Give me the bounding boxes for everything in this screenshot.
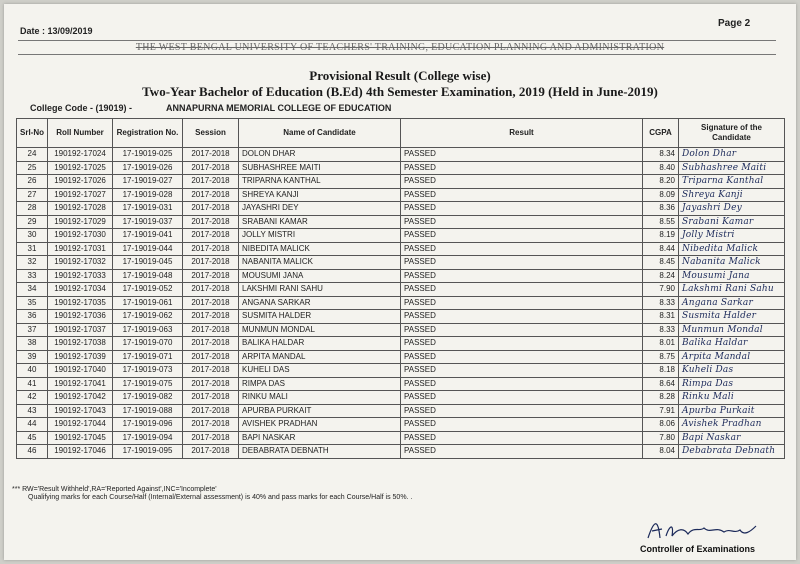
cell-signature: Arpita Mandal — [679, 350, 785, 364]
cell-cgpa: 8.44 — [643, 242, 679, 256]
cell-srl: 38 — [17, 337, 48, 351]
col-header-result: Result — [401, 119, 643, 148]
cell-signature: Bapi Naskar — [679, 431, 785, 445]
table-row — [17, 188, 785, 202]
cell-session: 2017-2018 — [183, 323, 239, 337]
cell-name: JAYASHRI DEY — [239, 202, 401, 216]
table-row — [17, 269, 785, 283]
table-row — [17, 202, 785, 216]
cell-srl: 37 — [17, 323, 48, 337]
cell-result: PASSED — [401, 350, 643, 364]
cell-signature: Balika Haldar — [679, 337, 785, 351]
cell-srl: 30 — [17, 229, 48, 243]
table-row — [17, 283, 785, 297]
cell-result: PASSED — [401, 418, 643, 432]
cell-signature: Mousumi Jana — [679, 269, 785, 283]
cell-result: PASSED — [401, 256, 643, 270]
cell-srl: 39 — [17, 350, 48, 364]
cell-srl: 28 — [17, 202, 48, 216]
college-name: ANNAPURNA MEMORIAL COLLEGE OF EDUCATION — [166, 103, 392, 113]
table-row — [17, 175, 785, 189]
cell-roll: 190192-17037 — [48, 323, 113, 337]
cell-cgpa: 7.80 — [643, 431, 679, 445]
table-row — [17, 418, 785, 432]
cell-session: 2017-2018 — [183, 148, 239, 162]
table-row — [17, 431, 785, 445]
col-header-signature: Signature of the Candidate — [679, 119, 785, 148]
cell-cgpa: 8.33 — [643, 296, 679, 310]
cell-srl: 27 — [17, 188, 48, 202]
cell-registration: 17-19019-095 — [113, 445, 183, 459]
cell-signature: Avishek Pradhan — [679, 418, 785, 432]
cell-name: RIMPA DAS — [239, 377, 401, 391]
controller-title: Controller of Examinations — [640, 544, 756, 554]
cell-srl: 46 — [17, 445, 48, 459]
cell-srl: 32 — [17, 256, 48, 270]
cell-session: 2017-2018 — [183, 188, 239, 202]
cell-signature: Kuheli Das — [679, 364, 785, 378]
cell-roll: 190192-17028 — [48, 202, 113, 216]
cell-registration: 17-19019-062 — [113, 310, 183, 324]
cell-srl: 33 — [17, 269, 48, 283]
table-row — [17, 445, 785, 459]
cell-name: KUHELI DAS — [239, 364, 401, 378]
cell-cgpa: 7.90 — [643, 283, 679, 297]
cell-roll: 190192-17029 — [48, 215, 113, 229]
cell-registration: 17-19019-052 — [113, 283, 183, 297]
cell-result: PASSED — [401, 377, 643, 391]
cell-name: LAKSHMI RANI SAHU — [239, 283, 401, 297]
table-row — [17, 296, 785, 310]
table-row — [17, 148, 785, 162]
cell-roll: 190192-17043 — [48, 404, 113, 418]
table-row — [17, 323, 785, 337]
cell-session: 2017-2018 — [183, 445, 239, 459]
cell-name: BALIKA HALDAR — [239, 337, 401, 351]
col-header-srl: Srl-No — [17, 119, 48, 148]
cell-name: NIBEDITA MALICK — [239, 242, 401, 256]
cell-name: SUBHASHREE MAITI — [239, 161, 401, 175]
cell-result: PASSED — [401, 296, 643, 310]
result-sheet — [4, 4, 796, 560]
cell-name: SHREYA KANJI — [239, 188, 401, 202]
cell-srl: 24 — [17, 148, 48, 162]
cell-cgpa: 8.40 — [643, 161, 679, 175]
cell-result: PASSED — [401, 148, 643, 162]
cell-registration: 17-19019-045 — [113, 256, 183, 270]
cell-name: BAPI NASKAR — [239, 431, 401, 445]
cell-srl: 35 — [17, 296, 48, 310]
cell-registration: 17-19019-094 — [113, 431, 183, 445]
table-row — [17, 391, 785, 405]
cell-result: PASSED — [401, 269, 643, 283]
cell-srl: 29 — [17, 215, 48, 229]
cell-registration: 17-19019-082 — [113, 391, 183, 405]
cell-name: SUSMITA HALDER — [239, 310, 401, 324]
document-title: Provisional Result (College wise) — [309, 68, 491, 83]
cell-srl: 34 — [17, 283, 48, 297]
cell-session: 2017-2018 — [183, 215, 239, 229]
cell-signature: Nibedita Malick — [679, 242, 785, 256]
cell-session: 2017-2018 — [183, 337, 239, 351]
cell-registration: 17-19019-027 — [113, 175, 183, 189]
cell-name: ARPITA MANDAL — [239, 350, 401, 364]
cell-srl: 42 — [17, 391, 48, 405]
cell-roll: 190192-17041 — [48, 377, 113, 391]
cell-roll: 190192-17045 — [48, 431, 113, 445]
cell-session: 2017-2018 — [183, 377, 239, 391]
legend-note: *** RW='Result Withheld',RA='Reported Against',INC='Incomplete' — [12, 486, 217, 493]
cell-roll: 190192-17034 — [48, 283, 113, 297]
cell-registration: 17-19019-088 — [113, 404, 183, 418]
cell-signature: Angana Sarkar — [679, 296, 785, 310]
cell-cgpa: 8.20 — [643, 175, 679, 189]
cell-roll: 190192-17025 — [48, 161, 113, 175]
cell-srl: 40 — [17, 364, 48, 378]
cell-registration: 17-19019-025 — [113, 148, 183, 162]
cell-session: 2017-2018 — [183, 202, 239, 216]
cell-signature: Triparna Kanthal — [679, 175, 785, 189]
qualifying-note: Qualifying marks for each Course/Half (Internal/External assessment) is 40% and pass marks for each Course/Half is 50%. . — [28, 494, 413, 501]
cell-result: PASSED — [401, 391, 643, 405]
cell-cgpa: 8.34 — [643, 148, 679, 162]
cell-signature: Debabrata Debnath — [679, 445, 785, 459]
cell-roll: 190192-17046 — [48, 445, 113, 459]
cell-name: DEBABRATA DEBNATH — [239, 445, 401, 459]
cell-result: PASSED — [401, 175, 643, 189]
cell-name: MUNMUN MONDAL — [239, 323, 401, 337]
cell-registration: 17-19019-041 — [113, 229, 183, 243]
cell-roll: 190192-17042 — [48, 391, 113, 405]
cell-registration: 17-19019-048 — [113, 269, 183, 283]
cell-session: 2017-2018 — [183, 350, 239, 364]
table-row — [17, 256, 785, 270]
table-row — [17, 350, 785, 364]
col-header-roll: Roll Number — [48, 119, 113, 148]
cell-srl: 26 — [17, 175, 48, 189]
cell-result: PASSED — [401, 242, 643, 256]
cell-roll: 190192-17039 — [48, 350, 113, 364]
cell-registration: 17-19019-075 — [113, 377, 183, 391]
cell-srl: 25 — [17, 161, 48, 175]
cell-srl: 31 — [17, 242, 48, 256]
cell-registration: 17-19019-063 — [113, 323, 183, 337]
cell-signature: Shreya Kanji — [679, 188, 785, 202]
table-row — [17, 215, 785, 229]
cell-roll: 190192-17031 — [48, 242, 113, 256]
cell-result: PASSED — [401, 229, 643, 243]
cell-signature: Rinku Mali — [679, 391, 785, 405]
cell-roll: 190192-17040 — [48, 364, 113, 378]
cell-session: 2017-2018 — [183, 229, 239, 243]
cell-cgpa: 8.18 — [643, 364, 679, 378]
cell-registration: 17-19019-071 — [113, 350, 183, 364]
cell-srl: 36 — [17, 310, 48, 324]
cell-result: PASSED — [401, 215, 643, 229]
cell-registration: 17-19019-031 — [113, 202, 183, 216]
cell-registration: 17-19019-070 — [113, 337, 183, 351]
cell-result: PASSED — [401, 161, 643, 175]
col-header-cgpa: CGPA — [643, 119, 679, 148]
cell-registration: 17-19019-073 — [113, 364, 183, 378]
table-row — [17, 310, 785, 324]
cell-result: PASSED — [401, 364, 643, 378]
cell-session: 2017-2018 — [183, 418, 239, 432]
cell-cgpa: 8.64 — [643, 377, 679, 391]
document-subtitle: Two-Year Bachelor of Education (B.Ed) 4th Semester Examination, 2019 (Held in June-2019) — [142, 84, 658, 99]
cell-session: 2017-2018 — [183, 310, 239, 324]
cell-roll: 190192-17044 — [48, 418, 113, 432]
cell-roll: 190192-17036 — [48, 310, 113, 324]
cell-signature: Nabanita Malick — [679, 256, 785, 270]
cell-srl: 43 — [17, 404, 48, 418]
cell-session: 2017-2018 — [183, 242, 239, 256]
cell-registration: 17-19019-096 — [113, 418, 183, 432]
cell-srl: 45 — [17, 431, 48, 445]
cell-name: NABANITA MALICK — [239, 256, 401, 270]
cell-result: PASSED — [401, 202, 643, 216]
cell-name: JOLLY MISTRI — [239, 229, 401, 243]
cell-registration: 17-19019-037 — [113, 215, 183, 229]
cell-result: PASSED — [401, 337, 643, 351]
cell-name: RINKU MALI — [239, 391, 401, 405]
table-row — [17, 242, 785, 256]
cell-signature: Rimpa Das — [679, 377, 785, 391]
cell-cgpa: 8.24 — [643, 269, 679, 283]
cell-roll: 190192-17030 — [48, 229, 113, 243]
cell-name: APURBA PURKAIT — [239, 404, 401, 418]
cell-cgpa: 8.75 — [643, 350, 679, 364]
cell-session: 2017-2018 — [183, 431, 239, 445]
cell-result: PASSED — [401, 445, 643, 459]
rule-top — [18, 40, 776, 41]
cell-name: SRABANI KAMAR — [239, 215, 401, 229]
cell-name: TRIPARNA KANTHAL — [239, 175, 401, 189]
table-row — [17, 404, 785, 418]
cell-session: 2017-2018 — [183, 161, 239, 175]
cell-roll: 190192-17035 — [48, 296, 113, 310]
table-row — [17, 229, 785, 243]
cell-cgpa: 8.19 — [643, 229, 679, 243]
cell-signature: Jayashri Dey — [679, 202, 785, 216]
cell-cgpa: 8.06 — [643, 418, 679, 432]
cell-result: PASSED — [401, 323, 643, 337]
cell-result: PASSED — [401, 283, 643, 297]
cell-cgpa: 8.45 — [643, 256, 679, 270]
cell-registration: 17-19019-026 — [113, 161, 183, 175]
cell-signature: Srabani Kamar — [679, 215, 785, 229]
table-header-row — [17, 119, 785, 148]
cell-roll: 190192-17038 — [48, 337, 113, 351]
table-row — [17, 337, 785, 351]
cell-result: PASSED — [401, 431, 643, 445]
college-code: College Code - (19019) - — [30, 103, 133, 113]
col-header-session: Session — [183, 119, 239, 148]
table-row — [17, 377, 785, 391]
col-header-registration: Registration No. — [113, 119, 183, 148]
cell-session: 2017-2018 — [183, 283, 239, 297]
cell-cgpa: 8.28 — [643, 391, 679, 405]
cell-roll: 190192-17024 — [48, 148, 113, 162]
cell-cgpa: 8.55 — [643, 215, 679, 229]
cell-registration: 17-19019-061 — [113, 296, 183, 310]
cell-cgpa: 8.36 — [643, 202, 679, 216]
cell-signature: Lakshmi Rani Sahu — [679, 283, 785, 297]
rule-bottom — [18, 54, 776, 55]
cell-session: 2017-2018 — [183, 269, 239, 283]
cell-cgpa: 7.91 — [643, 404, 679, 418]
cell-signature: Jolly Mistri — [679, 229, 785, 243]
cell-srl: 44 — [17, 418, 48, 432]
page-number: Page 2 — [718, 18, 751, 29]
cell-roll: 190192-17033 — [48, 269, 113, 283]
cell-session: 2017-2018 — [183, 175, 239, 189]
cell-registration: 17-19019-028 — [113, 188, 183, 202]
cell-name: AVISHEK PRADHAN — [239, 418, 401, 432]
cell-session: 2017-2018 — [183, 404, 239, 418]
cell-session: 2017-2018 — [183, 296, 239, 310]
university-name: THE WEST BENGAL UNIVERSITY OF TEACHERS' TRAINING, EDUCATION PLANNING AND ADMINISTRATION — [135, 42, 665, 53]
cell-roll: 190192-17027 — [48, 188, 113, 202]
cell-session: 2017-2018 — [183, 256, 239, 270]
cell-name: MOUSUMI JANA — [239, 269, 401, 283]
cell-result: PASSED — [401, 188, 643, 202]
cell-cgpa: 8.33 — [643, 323, 679, 337]
cell-signature: Munmun Mondal — [679, 323, 785, 337]
cell-roll: 190192-17026 — [48, 175, 113, 189]
cell-cgpa: 8.04 — [643, 445, 679, 459]
cell-result: PASSED — [401, 404, 643, 418]
cell-name: ANGANA SARKAR — [239, 296, 401, 310]
result-table — [16, 118, 785, 459]
cell-signature: Subhashree Maiti — [679, 161, 785, 175]
cell-registration: 17-19019-044 — [113, 242, 183, 256]
col-header-name: Name of Candidate — [239, 119, 401, 148]
cell-name: DOLON DHAR — [239, 148, 401, 162]
cell-signature: Apurba Purkait — [679, 404, 785, 418]
cell-signature: Susmita Halder — [679, 310, 785, 324]
cell-signature: Dolon Dhar — [679, 148, 785, 162]
cell-cgpa: 8.09 — [643, 188, 679, 202]
cell-result: PASSED — [401, 310, 643, 324]
print-date: Date : 13/09/2019 — [20, 26, 93, 36]
cell-cgpa: 8.31 — [643, 310, 679, 324]
cell-cgpa: 8.01 — [643, 337, 679, 351]
cell-session: 2017-2018 — [183, 391, 239, 405]
cell-srl: 41 — [17, 377, 48, 391]
table-row — [17, 364, 785, 378]
cell-roll: 190192-17032 — [48, 256, 113, 270]
table-row — [17, 161, 785, 175]
cell-session: 2017-2018 — [183, 364, 239, 378]
table-body — [17, 148, 785, 459]
